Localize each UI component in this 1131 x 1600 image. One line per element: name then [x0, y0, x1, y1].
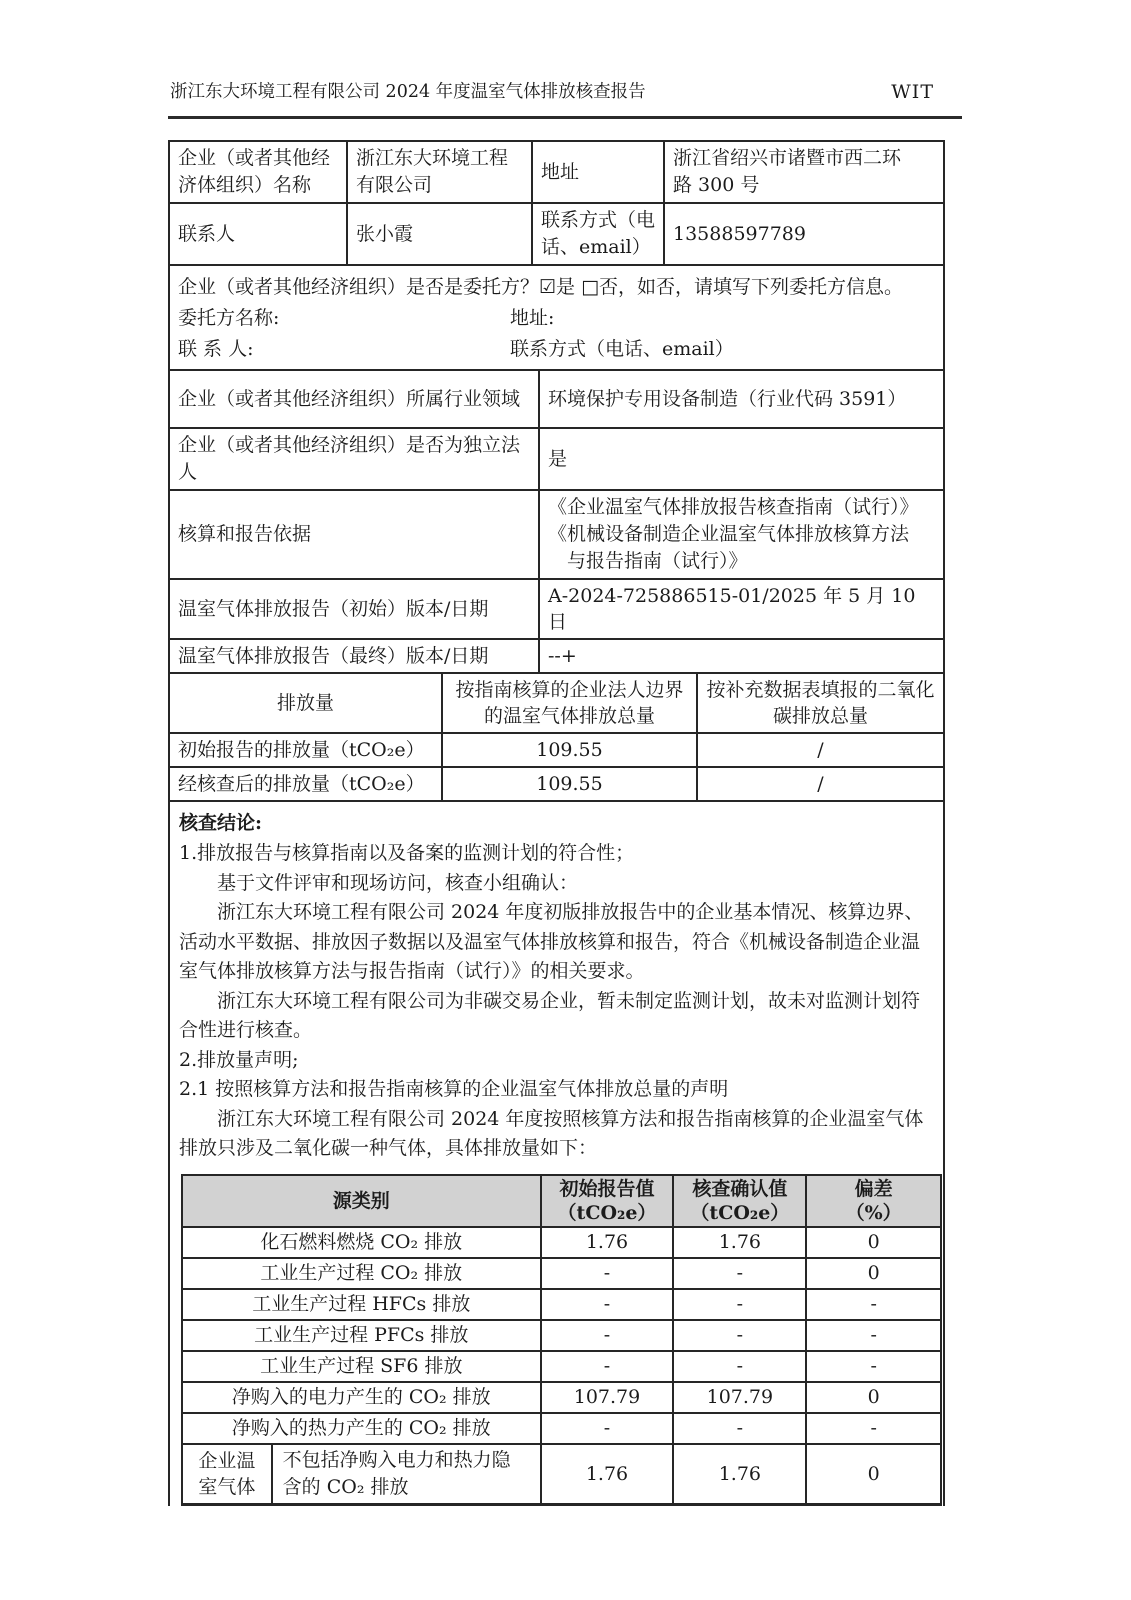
emission-summary-row — [170, 768, 943, 802]
deviation-header-line1: 偏差 — [854, 1177, 893, 1200]
initial-value: - — [541, 1351, 674, 1382]
client-name-label: 委托方名称: — [178, 307, 280, 329]
source-category-header: 源类别 — [182, 1175, 541, 1227]
source-table-row — [182, 1289, 941, 1320]
conclusion-paragraph: 2.排放量声明; — [179, 1048, 299, 1071]
verified-value-header-line2: （tCO₂e） — [690, 1201, 790, 1224]
basis-line-1: 《企业温室气体排放报告核查指南（试行）》 — [548, 496, 919, 518]
verified-value: - — [673, 1289, 806, 1320]
source-category: 不包括净购入电力和热力隐含的 CO₂ 排放 — [272, 1444, 541, 1505]
company-name-label: 企业（或者其他经济体组织）名称 — [170, 142, 348, 202]
initial-version-label: 温室气体排放报告（初始）版本/日期 — [170, 580, 540, 638]
deviation-value: 0 — [806, 1258, 941, 1289]
initial-value: 1.76 — [541, 1227, 674, 1258]
basis-label: 核算和报告依据 — [170, 491, 540, 578]
page-content — [168, 78, 962, 1506]
conclusion-cell — [170, 802, 943, 1506]
conclusion-paragraph: 浙江东大环境工程有限公司 2024 年度按照核算方法和报告指南核算的企业温室气体排放只涉及二氧化碳一种气体，具体排放量如下： — [179, 1107, 924, 1159]
initial-value: - — [541, 1320, 674, 1351]
emission-row-value: / — [817, 773, 824, 795]
industry-value: 环境保护专用设备制造（行业代码 3591） — [548, 387, 907, 410]
initial-value: 1.76 — [541, 1444, 674, 1505]
deviation-header-line2: （%） — [845, 1201, 902, 1224]
page-watermark: WIT — [891, 81, 934, 103]
source-table-header-row — [182, 1175, 941, 1227]
initial-value-header — [541, 1175, 674, 1227]
company-name-value: 浙江东大环境工程有限公司 — [348, 142, 533, 202]
table-row — [170, 429, 943, 491]
initial-value-header-line1: 初始报告值 — [559, 1177, 655, 1200]
verified-value: - — [673, 1351, 806, 1382]
deviation-value: - — [806, 1413, 941, 1444]
verification-info-table — [168, 140, 945, 1506]
initial-value: 107.79 — [541, 1382, 674, 1413]
source-table-row — [182, 1320, 941, 1351]
emission-row-value: 109.55 — [443, 734, 698, 766]
table-row — [170, 204, 943, 266]
conclusion-paragraph: 浙江东大环境工程有限公司 2024 年度初版排放报告中的企业基本情况、核算边界、活动水平数据、排放因子数据以及温室气体排放核算和报告，符合《机械设备制造企业温室气体排放核算方法与报告指南（试行）》的相关要求。 — [179, 901, 924, 982]
page-title: 浙江东大环境工程有限公司 2024 年度温室气体排放核查报告 — [170, 82, 646, 102]
source-category: 净购入的热力产生的 CO₂ 排放 — [182, 1413, 541, 1444]
basis-line-3: 与报告指南（试行）》 — [567, 550, 748, 572]
initial-value: - — [541, 1289, 674, 1320]
basis-line-2: 《机械设备制造企业温室气体排放核算方法 — [548, 523, 910, 545]
verified-value-header — [673, 1175, 806, 1227]
source-category: 工业生产过程 PFCs 排放 — [182, 1320, 541, 1351]
source-category: 化石燃料燃烧 CO₂ 排放 — [182, 1227, 541, 1258]
emission-summary-col1-header: 排放量 — [170, 674, 443, 732]
emission-source-table — [181, 1174, 942, 1506]
emission-summary-col3-header: 按补充数据表填报的二氧化碳排放总量 — [706, 679, 935, 727]
deviation-value: - — [806, 1289, 941, 1320]
table-row — [170, 142, 943, 204]
client-contact-method-label: 联系方式（电话、email） — [510, 338, 734, 360]
table-row — [170, 371, 943, 429]
conclusion-row — [170, 802, 943, 1506]
initial-value: - — [541, 1413, 674, 1444]
final-version-label: 温室气体排放报告（最终）版本/日期 — [170, 640, 540, 672]
source-category: 净购入的电力产生的 CO₂ 排放 — [182, 1382, 541, 1413]
emission-row-value: 109.55 — [443, 768, 698, 800]
source-table-row — [182, 1351, 941, 1382]
verified-value: 107.79 — [673, 1382, 806, 1413]
verified-value: - — [673, 1258, 806, 1289]
contact-method-value: 13588597789 — [673, 222, 806, 245]
source-category: 工业生产过程 HFCs 排放 — [182, 1289, 541, 1320]
client-contact-line — [178, 334, 935, 365]
source-category: 工业生产过程 CO₂ 排放 — [182, 1258, 541, 1289]
legal-entity-label: 企业（或者其他经济组织）是否为独立法人 — [170, 429, 540, 489]
client-question-block — [170, 266, 943, 369]
verified-value-header-line1: 核查确认值 — [692, 1177, 788, 1200]
table-row — [170, 266, 943, 371]
industry-label: 企业（或者其他经济组织）所属行业领域 — [170, 371, 540, 427]
table-row — [170, 580, 943, 640]
verified-value: - — [673, 1320, 806, 1351]
contact-method-label: 联系方式（电话、email） — [533, 204, 665, 264]
source-table-row — [182, 1258, 941, 1289]
source-table-row — [182, 1444, 941, 1505]
deviation-value: - — [806, 1320, 941, 1351]
final-version-value: --+ — [548, 645, 577, 667]
deviation-header — [806, 1175, 941, 1227]
deviation-value: - — [806, 1351, 941, 1382]
source-category: 工业生产过程 SF6 排放 — [182, 1351, 541, 1382]
verified-value: 1.76 — [673, 1444, 806, 1505]
initial-value: - — [541, 1258, 674, 1289]
page-header — [168, 78, 962, 119]
client-question: 企业（或者其他经济组织）是否是委托方？☑是 □否，如否，请填写下列委托方信息。 — [178, 276, 904, 298]
client-address-label: 地址: — [510, 307, 555, 329]
emission-row-label: 初始报告的排放量（tCO₂e） — [170, 734, 443, 766]
deviation-value: 0 — [806, 1227, 941, 1258]
verified-value: 1.76 — [673, 1227, 806, 1258]
table-row — [170, 491, 943, 580]
source-table-row — [182, 1413, 941, 1444]
emission-summary-header-row — [170, 674, 943, 734]
contact-label: 联系人 — [170, 204, 348, 264]
client-name-line — [178, 303, 935, 334]
conclusion-paragraph: 基于文件评审和现场访问，核查小组确认： — [217, 871, 579, 894]
source-group-label: 企业温室气体 — [182, 1444, 272, 1505]
deviation-value: 0 — [806, 1444, 941, 1505]
basis-value — [540, 491, 943, 578]
contact-value: 张小霞 — [348, 204, 533, 264]
address-label: 地址 — [533, 142, 665, 202]
emission-summary-col2-header: 按指南核算的企业法人边界的温室气体排放总量 — [443, 674, 698, 732]
initial-value-header-line2: （tCO₂e） — [557, 1201, 657, 1224]
legal-entity-value: 是 — [548, 447, 568, 470]
source-table-row — [182, 1227, 941, 1258]
table-row — [170, 640, 943, 674]
conclusion-title: 核查结论: — [179, 812, 263, 834]
verified-value: - — [673, 1413, 806, 1444]
client-contact-label: 联 系 人: — [178, 338, 254, 360]
emission-summary-row — [170, 734, 943, 768]
emission-row-value: / — [817, 739, 824, 761]
address-value: 浙江省绍兴市诸暨市西二环路 300 号 — [673, 147, 902, 196]
emission-row-label: 经核查后的排放量（tCO₂e） — [170, 768, 443, 800]
source-table-row — [182, 1382, 941, 1413]
conclusion-paragraph: 1.排放报告与核算指南以及备案的监测计划的符合性； — [179, 842, 635, 864]
conclusion-paragraph: 2.1 按照核算方法和报告指南核算的企业温室气体排放总量的声明 — [179, 1078, 729, 1100]
initial-version-value: A-2024-725886515-01/2025 年 5 月 10 日 — [548, 585, 916, 633]
deviation-value: 0 — [806, 1382, 941, 1413]
conclusion-paragraph: 浙江东大环境工程有限公司为非碳交易企业，暂未制定监测计划，故未对监测计划符合性进行核查。 — [179, 989, 921, 1041]
